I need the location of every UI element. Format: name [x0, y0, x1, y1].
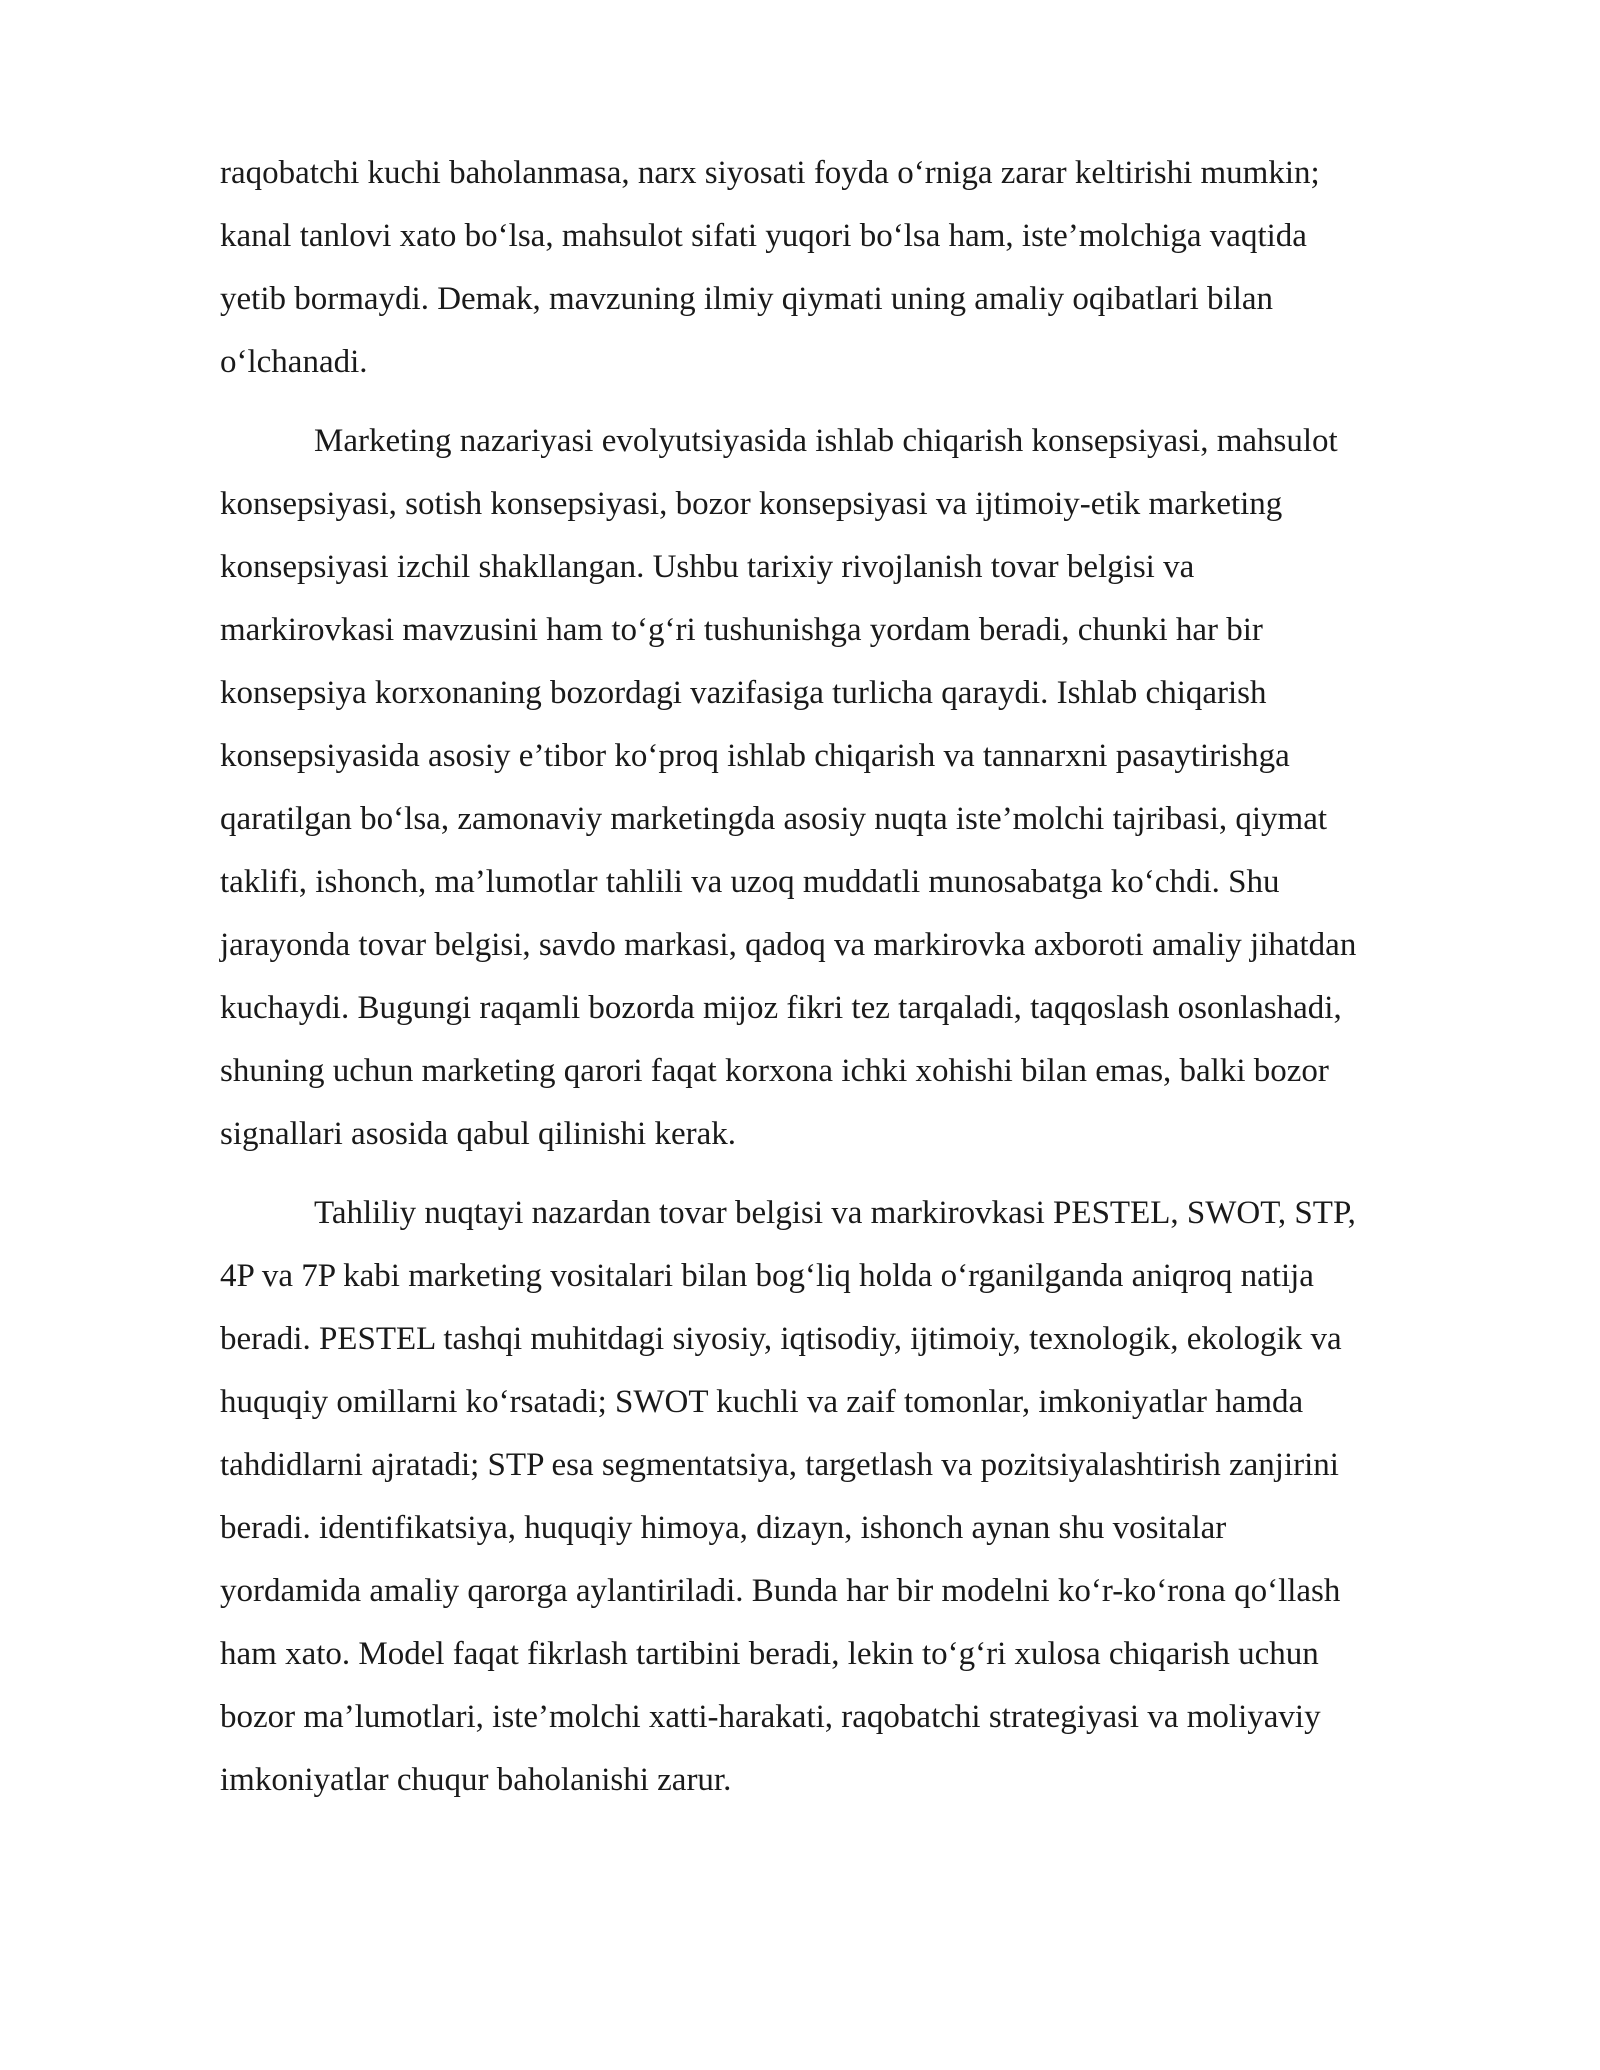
text-line: Tahliliy nuqtayi nazardan tovar belgisi va markirovkasi PESTEL, SWOT, STP, [314, 1195, 1356, 1231]
text-line: qaratilgan bo‘lsa, zamonaviy marketingda asosiy nuqta iste’molchi tajribasi, qiymat [220, 801, 1328, 837]
text-line: konsepsiyasida asosiy e’tibor ko‘proq ishlab chiqarish va tannarxni pasaytirishga [220, 738, 1290, 774]
text-line: raqobatchi kuchi baholanmasa, narx siyosati foyda o‘rniga zarar keltirishi mumkin; [220, 155, 1320, 191]
paragraph-3 [220, 1182, 1476, 1812]
text-line: konsepsiyasi, sotish konsepsiyasi, bozor konsepsiyasi va ijtimoiy-etik marketing [220, 486, 1283, 522]
paragraph-2 [220, 410, 1476, 1166]
text-line: konsepsiyasi izchil shakllangan. Ushbu tarixiy rivojlanish tovar belgisi va [220, 549, 1195, 585]
text-line: kanal tanlovi xato bo‘lsa, mahsulot sifati yuqori bo‘lsa ham, iste’molchiga vaqtida [220, 218, 1307, 254]
text-line: o‘lchanadi. [220, 344, 368, 380]
text-line: huquqiy omillarni ko‘rsatadi; SWOT kuchli va zaif tomonlar, imkoniyatlar hamda [220, 1384, 1304, 1420]
text-line: taklifi, ishonch, ma’lumotlar tahlili va uzoq muddatli munosabatga ko‘chdi. Shu [220, 864, 1280, 900]
text-line: konsepsiya korxonaning bozordagi vazifasiga turlicha qaraydi. Ishlab chiqarish [220, 675, 1267, 711]
text-line: yetib bormaydi. Demak, mavzuning ilmiy qiymati uning amaliy oqibatlari bilan [220, 281, 1274, 317]
text-line: markirovkasi mavzusini ham to‘g‘ri tushunishga yordam beradi, chunki har bir [220, 612, 1263, 648]
paragraph-1 [220, 142, 1476, 394]
text-line: imkoniyatlar chuqur baholanishi zarur. [220, 1762, 732, 1798]
text-line: Marketing nazariyasi evolyutsiyasida ishlab chiqarish konsepsiyasi, mahsulot [314, 423, 1338, 459]
document-body [220, 142, 1476, 1828]
text-line: beradi. PESTEL tashqi muhitdagi siyosiy, iqtisodiy, ijtimoiy, texnologik, ekologik va [220, 1321, 1342, 1357]
text-line: beradi. identifikatsiya, huquqiy himoya, dizayn, ishonch aynan shu vositalar [220, 1510, 1227, 1546]
text-line: shuning uchun marketing qarori faqat korxona ichki xohishi bilan emas, balki bozor [220, 1053, 1329, 1089]
text-line: kuchaydi. Bugungi raqamli bozorda mijoz fikri tez tarqaladi, taqqoslash osonlashadi, [220, 990, 1342, 1026]
text-line: jarayonda tovar belgisi, savdo markasi, qadoq va markirovka axboroti amaliy jihatdan [220, 927, 1357, 963]
text-line: tahdidlarni ajratadi; STP esa segmentatsiya, targetlash va pozitsiyalashtirish zanjirini [220, 1447, 1339, 1483]
text-line: yordamida amaliy qarorga aylantiriladi. Bunda har bir modelni ko‘r-ko‘rona qo‘llash [220, 1573, 1341, 1609]
text-line: signallari asosida qabul qilinishi kerak. [220, 1116, 736, 1152]
text-line: ham xato. Model faqat fikrlash tartibini beradi, lekin to‘g‘ri xulosa chiqarish uchun [220, 1636, 1319, 1672]
text-line: 4P va 7P kabi marketing vositalari bilan bog‘liq holda o‘rganilganda aniqroq natija [220, 1258, 1314, 1294]
text-line: bozor ma’lumotlari, iste’molchi xatti-harakati, raqobatchi strategiyasi va moliyaviy [220, 1699, 1321, 1735]
